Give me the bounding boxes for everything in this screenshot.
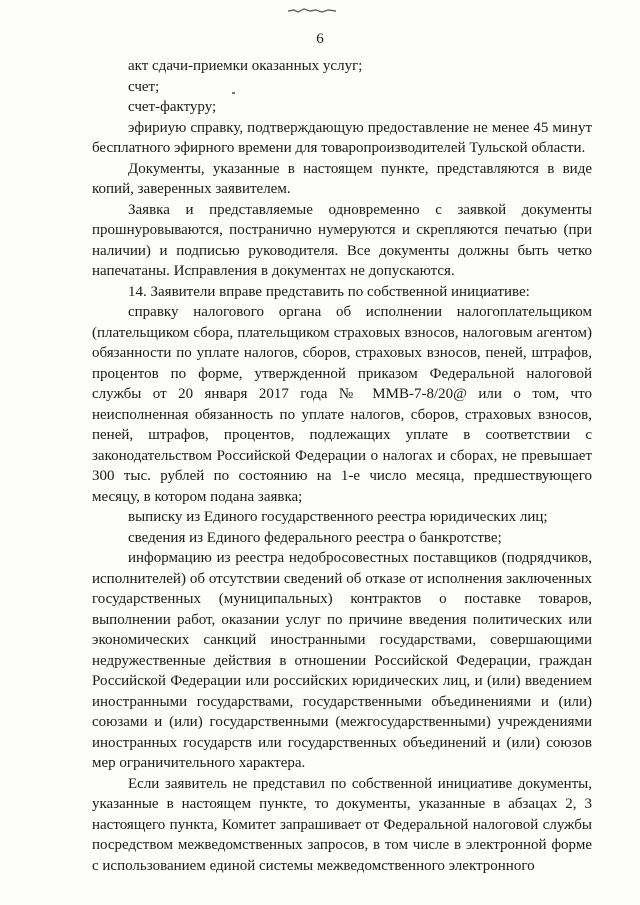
paragraph-act: акт сдачи-приемки оказанных услуг; xyxy=(128,58,363,74)
paragraph-unfair-suppliers: информацию из реестра недобросовестных поставщиков (подрядчиков, исполнителей) об отсутствии сведений об отказе от исполнения заключенных государственных (муниципальных) контрактов о поставке товаров, выполнении работ, оказании услуг по причине введения политических или экономических санкций иностранными государствами, совершающими недружественные действия в отношении Российской Федерации, граждан Российской Федерации или российских юридических лиц, и (или) введением иностранными государствами, государственными объединениями и (или) союзами и (или) государственными (межгосударственными) учреждениями иностранных государств или государственных объединений и (или) союзов мер ограничительного характера. xyxy=(92,550,592,771)
paragraph-bankruptcy-register: сведения из Единого федерального реестра о банкротстве; xyxy=(128,529,502,546)
page-number: 6 xyxy=(316,31,324,47)
paragraph-copies: Документы, указанные в настоящем пункте, представляются в виде копий, заверенных заявителем. xyxy=(92,160,592,197)
paragraph-tax-certificate: справку налогового органа об исполнении налогоплательщиком (плательщиком сбора, плательщиком страховых взносов, налоговым агентом) обязанности по уплате налогов, сборов, страховых взносов, пеней, штрафов, процентов по форме, утвержденной приказом Федеральной налоговой службы от 20 января 2017 года № ММВ-7-8/20@ или о том, что неисполненная обязанность по уплате налогов, сборов, страховых взносов, пеней, штрафов, процентов, подлежащих уплате в соответствии с законодательством Российской Федерации о налогах и сборах, не превышает 300 тыс. рублей по состоянию на 1-е число месяца, предшествующего месяцу, в котором подана заявка; xyxy=(92,304,592,505)
paragraph-invoice: счет; xyxy=(128,78,160,95)
paragraph-broadcast-certificate: эфириую справку, подтверждающую предоставление не менее 45 минут бесплатного эфирного времени для товаропроизводителей Тульской области. xyxy=(92,119,592,156)
scan-artifact-mark xyxy=(288,8,336,14)
paragraph-interagency-requests: Если заявитель не представил по собственной инициативе документы, указанные в настоящем пункте, то документы, указанные в абзацах 2, 3 настоящего пункта, Комитет запрашивает от Федеральной налоговой службы посредством межведомственных запросов, в том числе в электронной форме с использованием единой системы межведомственного электронного xyxy=(92,775,592,874)
paragraph-binding: Заявка и представляемые одновременно с заявкой документы прошнуровываются, постранично нумеруются и скрепляются печатью (при наличии) и подписью руководителя. Все документы должны быть четко напечатаны. Исправления в документах не допускаются. xyxy=(92,201,592,279)
paragraph-invoice-factura: счет-фактуру; xyxy=(128,99,217,115)
paragraph-egrul-extract: выписку из Единого государственного реестра юридических лиц; xyxy=(128,509,548,525)
document-body xyxy=(92,56,592,876)
paragraph-item-14: 14. Заявители вправе представить по собственной инициативе: xyxy=(128,283,530,300)
